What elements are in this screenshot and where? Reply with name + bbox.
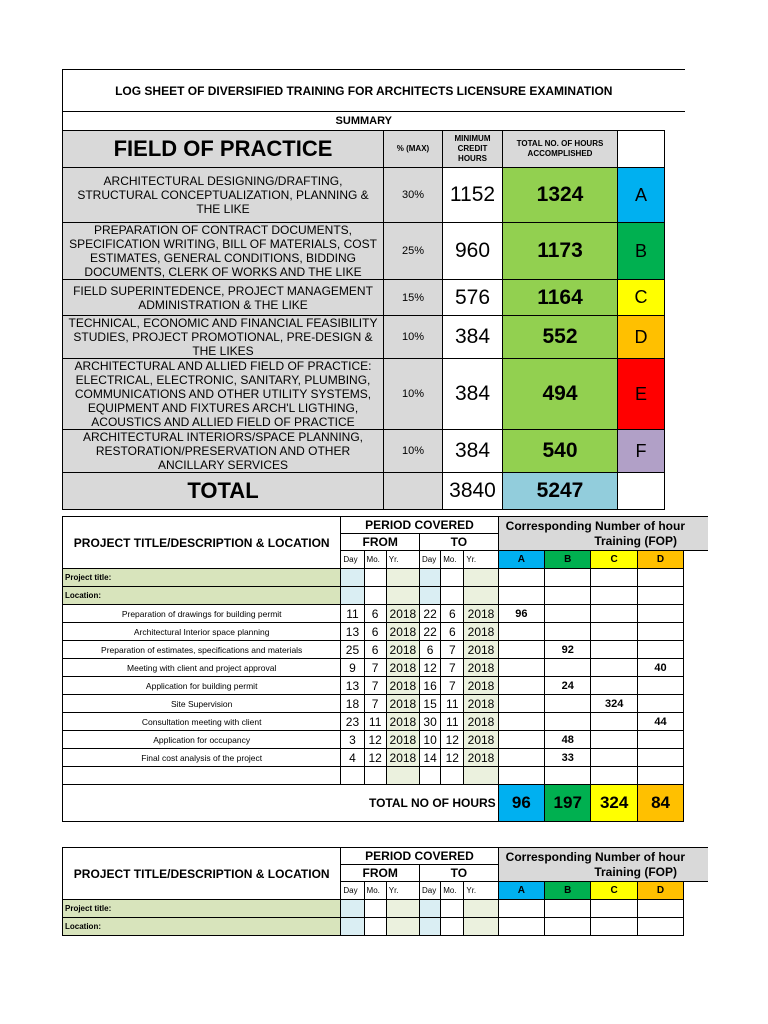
empty-cell: [591, 767, 637, 785]
empty-cell: [420, 900, 441, 918]
empty-cell: [364, 587, 386, 605]
entry-hours-c: [591, 605, 637, 623]
min-credit-hours: 384: [443, 316, 503, 359]
entry-hours-a: [498, 713, 544, 731]
fop-column-c: C: [591, 882, 637, 900]
entry-hours-c: [591, 713, 637, 731]
empty-cell: [545, 569, 591, 587]
empty-cell: [341, 767, 364, 785]
entry-hours-a: [498, 659, 544, 677]
log-entry-row: [63, 605, 709, 623]
day-column-header: Day: [341, 882, 364, 900]
fop-letter: C: [618, 280, 665, 316]
empty-cell: [364, 767, 386, 785]
entry-ty: 2018: [464, 659, 498, 677]
entry-fd: 9: [341, 659, 364, 677]
hours-accomplished: 552: [503, 316, 618, 359]
entry-fm: 6: [364, 641, 386, 659]
entry-tm: 7: [441, 677, 464, 695]
entry-hours-a: [498, 641, 544, 659]
letter-header: [618, 131, 665, 168]
project-title-header: PROJECT TITLE/DESCRIPTION & LOCATION: [63, 848, 341, 900]
total-label: TOTAL: [63, 473, 384, 510]
fop-letter: D: [618, 316, 665, 359]
entry-fm: 7: [364, 695, 386, 713]
log-entry-row: [63, 659, 709, 677]
empty-cell: [420, 767, 441, 785]
entry-fm: 11: [364, 713, 386, 731]
entry-fy: 2018: [386, 695, 419, 713]
project-title-row: [63, 569, 709, 587]
empty-cell: [498, 918, 544, 936]
pct-max: 15%: [384, 280, 443, 316]
project-title-row: [63, 900, 709, 918]
entry-hours-c: [591, 623, 637, 641]
empty-cell: [386, 900, 419, 918]
entry-hours-a: 96: [498, 605, 544, 623]
mo-column-header: Mo.: [364, 882, 386, 900]
empty-cell: [591, 587, 637, 605]
corresponding-line-1: Corresponding Number of hour: [505, 849, 685, 864]
total-a: 96: [498, 785, 544, 822]
project-title-header: PROJECT TITLE/DESCRIPTION & LOCATION: [63, 517, 341, 569]
hours-accomplished: 494: [503, 359, 618, 430]
empty-cell: [441, 767, 464, 785]
min-credit-hours: 576: [443, 280, 503, 316]
total-c: 324: [591, 785, 637, 822]
entry-description: Consultation meeting with client: [63, 713, 341, 731]
field-description: ARCHITECTURAL INTERIORS/SPACE PLANNING, RESTORATION/PRESERVATION AND OTHER ANCILLARY SERVICES: [63, 430, 384, 473]
project-log-table-2: [62, 847, 708, 936]
empty-cell: [386, 587, 419, 605]
entry-fy: 2018: [386, 677, 419, 695]
entry-fm: 12: [364, 749, 386, 767]
entry-fy: 2018: [386, 605, 419, 623]
entry-fd: 13: [341, 623, 364, 641]
entry-hours-c: [591, 677, 637, 695]
empty-cell: [464, 767, 498, 785]
empty-cell: [364, 569, 386, 587]
corresponding-hours-header: [498, 848, 708, 882]
entry-fy: 2018: [386, 731, 419, 749]
entry-td: 30: [420, 713, 441, 731]
entry-td: 12: [420, 659, 441, 677]
entry-hours-a: [498, 695, 544, 713]
day-column-header: Day: [341, 551, 364, 569]
entry-ty: 2018: [464, 731, 498, 749]
corresponding-hours-header: [498, 517, 708, 551]
empty-cell: [420, 569, 441, 587]
to-header: TO: [420, 534, 499, 551]
field-description: FIELD SUPERINTEDENCE, PROJECT MANAGEMENT ADMINISTRATION & THE LIKE: [63, 280, 384, 316]
empty-cell: [545, 900, 591, 918]
entry-description: Site Supervision: [63, 695, 341, 713]
entry-description: Preparation of estimates, specifications and materials: [63, 641, 341, 659]
empty-cell: [341, 569, 364, 587]
entry-hours-d: [637, 731, 683, 749]
empty-cell: [441, 569, 464, 587]
fop-letter: E: [618, 359, 665, 430]
entry-ty: 2018: [464, 713, 498, 731]
yr-column-header: Yr.: [386, 551, 419, 569]
summary-row: [63, 430, 685, 473]
empty-cell: [386, 767, 419, 785]
field-description: TECHNICAL, ECONOMIC AND FINANCIAL FEASIBILITY STUDIES, PROJECT PROMOTIONAL, PRE-DESIGN & THE LIKES: [63, 316, 384, 359]
entry-hours-d: [637, 677, 683, 695]
entry-fy: 2018: [386, 749, 419, 767]
entry-ty: 2018: [464, 677, 498, 695]
empty-cell: [386, 569, 419, 587]
entry-hours-b: [545, 605, 591, 623]
entry-hours-c: [591, 749, 637, 767]
entry-tm: 6: [441, 605, 464, 623]
entry-ty: 2018: [464, 623, 498, 641]
mo-column-header: Mo.: [364, 551, 386, 569]
entry-td: 22: [420, 605, 441, 623]
empty-cell: [441, 918, 464, 936]
min-credit-hours: 384: [443, 430, 503, 473]
entry-td: 14: [420, 749, 441, 767]
entry-hours-b: 24: [545, 677, 591, 695]
entry-ty: 2018: [464, 749, 498, 767]
pct-max: 30%: [384, 168, 443, 223]
location-row-label: Location:: [63, 587, 341, 605]
log-entry-row: [63, 749, 709, 767]
fop-letter: F: [618, 430, 665, 473]
empty-cell: [637, 918, 683, 936]
total-credit: 3840: [443, 473, 503, 510]
entry-hours-c: 324: [591, 695, 637, 713]
field-of-practice-header: FIELD OF PRACTICE: [63, 131, 384, 168]
project-title-row-label: Project title:: [63, 900, 341, 918]
from-header: FROM: [341, 865, 420, 882]
entry-description: Final cost analysis of the project: [63, 749, 341, 767]
blank-row: [63, 767, 709, 785]
summary-row: [63, 359, 685, 430]
fop-letter: B: [618, 223, 665, 280]
empty-cell: [498, 587, 544, 605]
log-entry-row: [63, 731, 709, 749]
empty-cell: [591, 569, 637, 587]
entry-hours-b: 92: [545, 641, 591, 659]
entry-hours-b: [545, 695, 591, 713]
total-letter: [618, 473, 665, 510]
empty-cell: [464, 569, 498, 587]
mo-column-header: Mo.: [441, 882, 464, 900]
total-hours-header: TOTAL NO. OF HOURS ACCOMPLISHED: [503, 131, 618, 168]
entry-hours-d: [637, 641, 683, 659]
fop-column-b: B: [545, 882, 591, 900]
entry-tm: 12: [441, 731, 464, 749]
empty-cell: [545, 587, 591, 605]
field-description: ARCHITECTURAL DESIGNING/DRAFTING, STRUCTURAL CONCEPTUALIZATION, PLANNING & THE LIKE: [63, 168, 384, 223]
field-description: PREPARATION OF CONTRACT DOCUMENTS, SPECIFICATION WRITING, BILL OF MATERIALS, COST ESTIMATES, GENERAL CONDITIONS, BIDDING DOCUMENTS, CLERK OF WORKS AND THE LIKE: [63, 223, 384, 280]
from-header: FROM: [341, 534, 420, 551]
field-description: ARCHITECTURAL AND ALLIED FIELD OF PRACTICE: ELECTRICAL, ELECTRONIC, SANITARY, PLUMBING, COMMUNICATIONS AND OTHER UTILITY SYSTEMS, EQUIPMENT AND FIXTURES ARCH'L LIGTHING, ACOUSTICS AND ALLIED FIELD OF PRACTICE: [63, 359, 384, 430]
sheet-title: LOG SHEET OF DIVERSIFIED TRAINING FOR ARCHITECTS LICENSURE EXAMINATION: [63, 70, 665, 112]
entry-hours-b: 48: [545, 731, 591, 749]
min-credit-hours: 384: [443, 359, 503, 430]
entry-fd: 4: [341, 749, 364, 767]
empty-cell: [591, 918, 637, 936]
empty-cell: [498, 900, 544, 918]
empty-cell: [386, 918, 419, 936]
entry-ty: 2018: [464, 695, 498, 713]
total-pct: [384, 473, 443, 510]
entry-fy: 2018: [386, 623, 419, 641]
fop-column-c: C: [591, 551, 637, 569]
entry-description: Meeting with client and project approval: [63, 659, 341, 677]
entry-fm: 12: [364, 731, 386, 749]
pct-max-header: % (MAX): [384, 131, 443, 168]
total-d: 84: [637, 785, 683, 822]
summary-row: [63, 280, 685, 316]
empty-cell: [441, 900, 464, 918]
entry-fm: 6: [364, 605, 386, 623]
empty-cell: [341, 918, 364, 936]
entry-tm: 11: [441, 713, 464, 731]
empty-cell: [464, 918, 498, 936]
summary-heading: SUMMARY: [63, 112, 665, 131]
hours-accomplished: 1173: [503, 223, 618, 280]
hours-accomplished: 1324: [503, 168, 618, 223]
pct-max: 10%: [384, 359, 443, 430]
empty-cell: [63, 767, 341, 785]
entry-td: 10: [420, 731, 441, 749]
entry-hours-d: [637, 695, 683, 713]
corresponding-line-1: Corresponding Number of hour: [505, 518, 685, 533]
corresponding-line-2: Training (FOP): [594, 533, 677, 548]
entry-fd: 25: [341, 641, 364, 659]
entry-fd: 11: [341, 605, 364, 623]
min-credit-header: MINIMUM CREDIT HOURS: [443, 131, 503, 168]
entry-hours-c: [591, 641, 637, 659]
empty-cell: [498, 569, 544, 587]
corresponding-line-2: Training (FOP): [594, 864, 677, 879]
entry-td: 15: [420, 695, 441, 713]
empty-cell: [637, 569, 683, 587]
total-hours: 5247: [503, 473, 618, 510]
entry-td: 22: [420, 623, 441, 641]
empty-cell: [364, 918, 386, 936]
entry-description: Application for building permit: [63, 677, 341, 695]
entry-hours-d: [637, 605, 683, 623]
mo-column-header: Mo.: [441, 551, 464, 569]
fop-column-a: A: [498, 882, 544, 900]
summary-row: [63, 168, 685, 223]
log-entry-row: [63, 713, 709, 731]
entry-hours-b: [545, 659, 591, 677]
entry-tm: 7: [441, 659, 464, 677]
empty-cell: [341, 900, 364, 918]
location-row: [63, 918, 709, 936]
fop-column-d: D: [637, 551, 683, 569]
log-entry-row: [63, 677, 709, 695]
fop-column-b: B: [545, 551, 591, 569]
yr-column-header: Yr.: [464, 551, 498, 569]
empty-cell: [464, 587, 498, 605]
entry-hours-c: [591, 731, 637, 749]
fop-letter: A: [618, 168, 665, 223]
fop-column-a: A: [498, 551, 544, 569]
empty-cell: [637, 900, 683, 918]
period-covered-header: PERIOD COVERED: [341, 848, 498, 865]
project-log-table-1: [62, 516, 708, 822]
entry-fd: 3: [341, 731, 364, 749]
day-column-header: Day: [420, 551, 441, 569]
location-row-label: Location:: [63, 918, 341, 936]
empty-cell: [498, 767, 544, 785]
empty-cell: [637, 767, 683, 785]
entry-description: Application for occupancy: [63, 731, 341, 749]
entry-hours-a: [498, 623, 544, 641]
project-title-row-label: Project title:: [63, 569, 341, 587]
entry-hours-a: [498, 731, 544, 749]
location-row: [63, 587, 709, 605]
entry-fm: 7: [364, 659, 386, 677]
entry-hours-a: [498, 677, 544, 695]
log-entry-row: [63, 641, 709, 659]
pct-max: 25%: [384, 223, 443, 280]
entry-description: Preparation of drawings for building permit: [63, 605, 341, 623]
entry-hours-d: 44: [637, 713, 683, 731]
yr-column-header: Yr.: [464, 882, 498, 900]
entry-tm: 7: [441, 641, 464, 659]
hours-accomplished: 1164: [503, 280, 618, 316]
entry-hours-b: 33: [545, 749, 591, 767]
log-entry-row: [63, 623, 709, 641]
entry-hours-b: [545, 713, 591, 731]
entry-hours-d: [637, 749, 683, 767]
entry-td: 16: [420, 677, 441, 695]
entry-fd: 18: [341, 695, 364, 713]
summary-table: [62, 69, 685, 510]
total-b: 197: [545, 785, 591, 822]
entry-hours-d: 40: [637, 659, 683, 677]
summary-row: [63, 223, 685, 280]
empty-cell: [637, 587, 683, 605]
log-entry-row: [63, 695, 709, 713]
entry-fy: 2018: [386, 641, 419, 659]
empty-cell: [420, 587, 441, 605]
min-credit-hours: 1152: [443, 168, 503, 223]
entry-hours-b: [545, 623, 591, 641]
empty-cell: [364, 900, 386, 918]
entry-tm: 6: [441, 623, 464, 641]
total-hours-label: TOTAL NO OF HOURS: [63, 785, 499, 822]
to-header: TO: [420, 865, 499, 882]
pct-max: 10%: [384, 430, 443, 473]
entry-fm: 7: [364, 677, 386, 695]
entry-fd: 23: [341, 713, 364, 731]
entry-description: Architectural Interior space planning: [63, 623, 341, 641]
empty-cell: [464, 900, 498, 918]
entry-td: 6: [420, 641, 441, 659]
empty-cell: [545, 767, 591, 785]
empty-cell: [441, 587, 464, 605]
day-column-header: Day: [420, 882, 441, 900]
pct-max: 10%: [384, 316, 443, 359]
entry-hours-d: [637, 623, 683, 641]
entry-ty: 2018: [464, 641, 498, 659]
entry-hours-a: [498, 749, 544, 767]
entry-fy: 2018: [386, 713, 419, 731]
entry-fm: 6: [364, 623, 386, 641]
fop-column-d: D: [637, 882, 683, 900]
empty-cell: [545, 918, 591, 936]
summary-row: [63, 316, 685, 359]
entry-fy: 2018: [386, 659, 419, 677]
empty-cell: [591, 900, 637, 918]
entry-tm: 12: [441, 749, 464, 767]
entry-fd: 13: [341, 677, 364, 695]
hours-accomplished: 540: [503, 430, 618, 473]
min-credit-hours: 960: [443, 223, 503, 280]
empty-cell: [341, 587, 364, 605]
entry-hours-c: [591, 659, 637, 677]
entry-tm: 11: [441, 695, 464, 713]
period-covered-header: PERIOD COVERED: [341, 517, 498, 534]
entry-ty: 2018: [464, 605, 498, 623]
empty-cell: [420, 918, 441, 936]
yr-column-header: Yr.: [386, 882, 419, 900]
